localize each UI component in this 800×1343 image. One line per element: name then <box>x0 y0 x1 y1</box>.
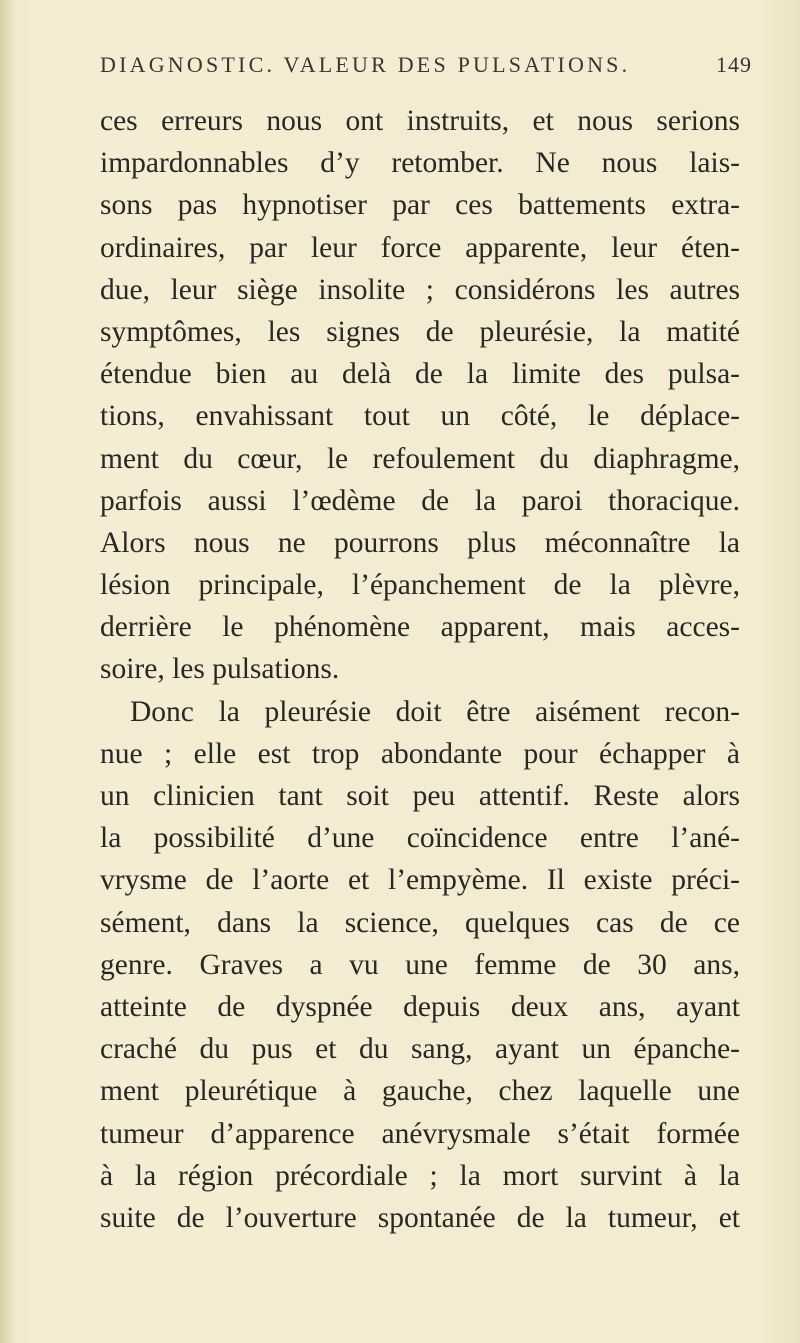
text-line: tumeur d’apparence anévrysmale s’était formée <box>100 1117 740 1150</box>
text-line: genre. Graves a vu une femme de 30 ans, <box>100 948 740 981</box>
text-line-paragraph-start: Donc la pleurésie doit être aisément recon- <box>130 695 740 728</box>
text-line: étendue bien au delà de la limite des pulsa- <box>100 358 740 391</box>
text-line: vrysme de l’aorte et l’empyème. Il existe préci- <box>100 864 740 897</box>
gutter-shadow <box>0 0 14 1343</box>
text-line: à la région précordiale ; la mort survint à la <box>100 1159 740 1192</box>
text-line: parfois aussi l’œdème de la paroi thoracique. <box>100 484 740 517</box>
text-line: sément, dans la science, quelques cas de ce <box>100 906 740 939</box>
text-line: ordinaires, par leur force apparente, leur éten- <box>100 231 740 264</box>
body-text <box>100 100 740 1239</box>
text-line: lésion principale, l’épanchement de la plèvre, <box>100 569 740 602</box>
text-line: craché du pus et du sang, ayant un épanche- <box>100 1033 740 1066</box>
text-line: ment du cœur, le refoulement du diaphragme, <box>100 442 740 475</box>
text-line: sons pas hypnotiser par ces battements extra- <box>100 189 740 222</box>
text-line: derrière le phénomène apparent, mais acces- <box>100 611 740 644</box>
text-line-paragraph-end: soire, les pulsations. <box>100 653 340 686</box>
text-line: due, leur siège insolite ; considérons les autres <box>100 273 740 306</box>
text-line: un clinicien tant soit peu attentif. Reste alors <box>100 780 740 812</box>
text-line: impardonnables d’y retomber. Ne nous lais- <box>100 147 740 180</box>
text-line: atteinte de dyspnée depuis deux ans, ayant <box>100 990 740 1023</box>
text-line: Alors nous ne pourrons plus méconnaître la <box>100 526 740 559</box>
text-line: ces erreurs nous ont instruits, et nous serions <box>100 105 740 137</box>
page-number: 149 <box>716 52 752 77</box>
text-line: tions, envahissant tout un côté, le déplace- <box>100 400 740 433</box>
text-line: suite de l’ouverture spontanée de la tumeur, et <box>100 1201 740 1234</box>
running-head <box>0 52 800 92</box>
text-line: la possibilité d’une coïncidence entre l’ané- <box>100 822 740 855</box>
text-line: nue ; elle est trop abondante pour échapper à <box>100 737 740 770</box>
running-head-title: DIAGNOSTIC. VALEUR DES PULSATIONS. <box>100 52 631 77</box>
text-line: ment pleurétique à gauche, chez laquelle une <box>100 1075 740 1108</box>
text-line: symptômes, les signes de pleurésie, la matité <box>100 315 740 348</box>
